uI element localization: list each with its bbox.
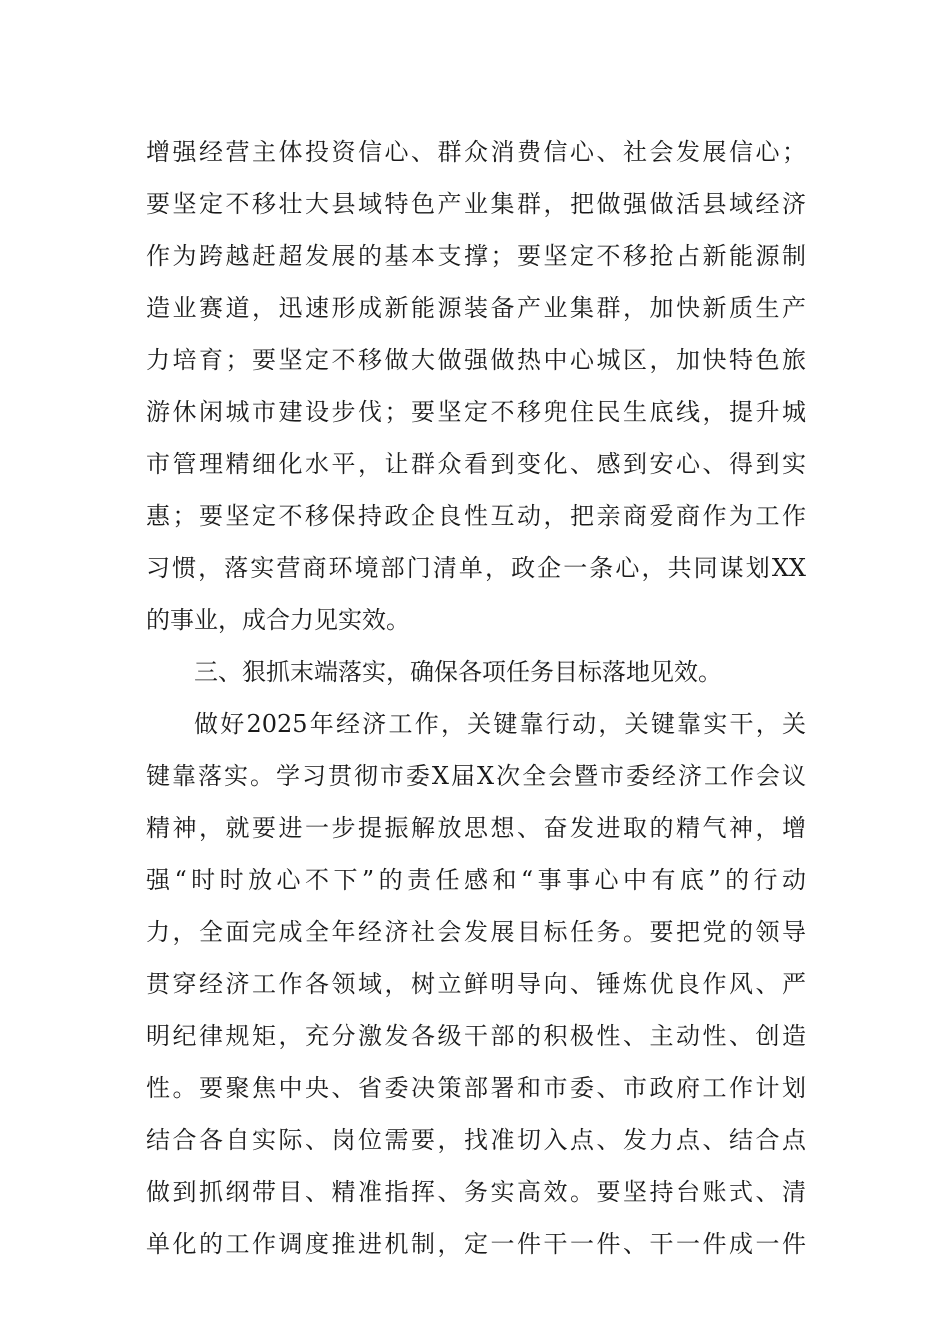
- text-line: 游休闲城市建设步伐；要坚定不移兜住民生底线，提升城: [146, 398, 806, 426]
- text-line: 市管理精细化水平，让群众看到变化、感到安心、得到实: [146, 450, 806, 478]
- text-line: 要坚定不移壮大县域特色产业集群，把做强做活县域经济: [146, 190, 806, 218]
- text-line: 力培育；要坚定不移做大做强做热中心城区，加快特色旅: [146, 346, 806, 374]
- text-line: 增强经营主体投资信心、群众消费信心、社会发展信心；: [146, 138, 806, 166]
- text-line: 性。要聚焦中央、省委决策部署和市委、市政府工作计划: [146, 1074, 806, 1102]
- text-line: 惠；要坚定不移保持政企良性互动，把亲商爱商作为工作: [146, 502, 806, 530]
- text-line: 强“时时放心不下”的责任感和“事事心中有底”的行动: [146, 866, 806, 894]
- paragraph-first-line: 做好2025年经济工作，关键靠行动，关键靠实干，关: [194, 710, 806, 738]
- text-line: 做到抓纲带目、精准指挥、务实高效。要坚持台账式、清: [146, 1178, 806, 1206]
- text-line: 造业赛道，迅速形成新能源装备产业集群，加快新质生产: [146, 294, 806, 322]
- section-heading: 三、狠抓末端落实，确保各项任务目标落地见效。: [194, 658, 722, 686]
- text-line: 习惯，落实营商环境部门清单，政企一条心，共同谋划XX: [146, 554, 806, 582]
- text-line: 力，全面完成全年经济社会发展目标任务。要把党的领导: [146, 918, 806, 946]
- text-line: 的事业，成合力见实效。: [146, 606, 410, 634]
- text-line: 贯穿经济工作各领域，树立鲜明导向、锤炼优良作风、严: [146, 970, 806, 998]
- text-line: 键靠落实。学习贯彻市委X届X次全会暨市委经济工作会议: [146, 762, 806, 790]
- text-line: 精神，就要进一步提振解放思想、奋发进取的精气神，增: [146, 814, 806, 842]
- text-line: 明纪律规矩，充分激发各级干部的积极性、主动性、创造: [146, 1022, 806, 1050]
- text-line: 单化的工作调度推进机制，定一件干一件、干一件成一件: [146, 1230, 806, 1258]
- text-line: 作为跨越赶超发展的基本支撑；要坚定不移抢占新能源制: [146, 242, 806, 270]
- text-line: 结合各自实际、岗位需要，找准切入点、发力点、结合点: [146, 1126, 806, 1154]
